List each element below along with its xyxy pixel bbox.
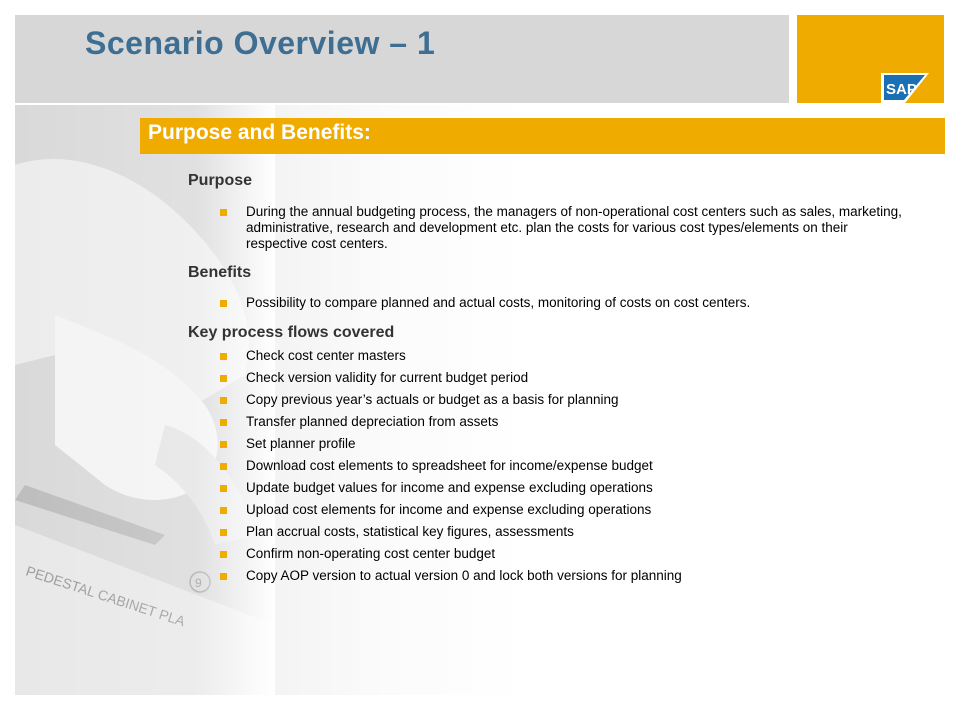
flows-list — [188, 348, 682, 584]
svg-text:SAP: SAP — [886, 81, 917, 98]
list-item: Check cost center masters — [0, 348, 682, 364]
purpose-list — [188, 204, 908, 252]
list-item: During the annual budgeting process, the managers of non-operational cost centers such as sales, marketing, administrative, research and development etc. plan the costs for various cost types/elements on their respective cost centers. — [0, 204, 908, 252]
banner-title: Purpose and Benefits: — [148, 121, 371, 144]
list-item: Update budget values for income and expense excluding operations — [0, 480, 682, 496]
flows-heading: Key process flows covered — [188, 324, 395, 341]
list-item: Confirm non-operating cost center budget — [0, 546, 682, 562]
list-item: Copy previous year’s actuals or budget as a basis for planning — [0, 392, 682, 408]
title-bar — [15, 15, 789, 103]
section-banner — [140, 118, 945, 154]
benefits-heading: Benefits — [188, 264, 252, 281]
flows-section — [188, 324, 682, 584]
benefits-section — [188, 264, 750, 311]
list-item: Set planner profile — [0, 436, 682, 452]
purpose-section — [188, 172, 908, 252]
page-title: Scenario Overview – 1 — [85, 25, 436, 61]
list-item: Transfer planned depreciation from assets — [0, 414, 682, 430]
list-item: Upload cost elements for income and expense excluding operations — [0, 502, 682, 518]
list-item: Check version validity for current budget period — [0, 370, 682, 386]
content-area — [188, 172, 908, 583]
list-item: Copy AOP version to actual version 0 and lock both versions for planning — [0, 568, 682, 584]
list-item: Plan accrual costs, statistical key figures, assessments — [0, 524, 682, 540]
purpose-heading: Purpose — [188, 172, 253, 189]
benefits-list — [188, 295, 750, 311]
sap-logo — [881, 73, 929, 103]
list-item: Possibility to compare planned and actual costs, monitoring of costs on cost centers. — [0, 295, 750, 311]
logo-panel — [797, 15, 944, 103]
list-item: Download cost elements to spreadsheet for income/expense budget — [0, 458, 682, 474]
